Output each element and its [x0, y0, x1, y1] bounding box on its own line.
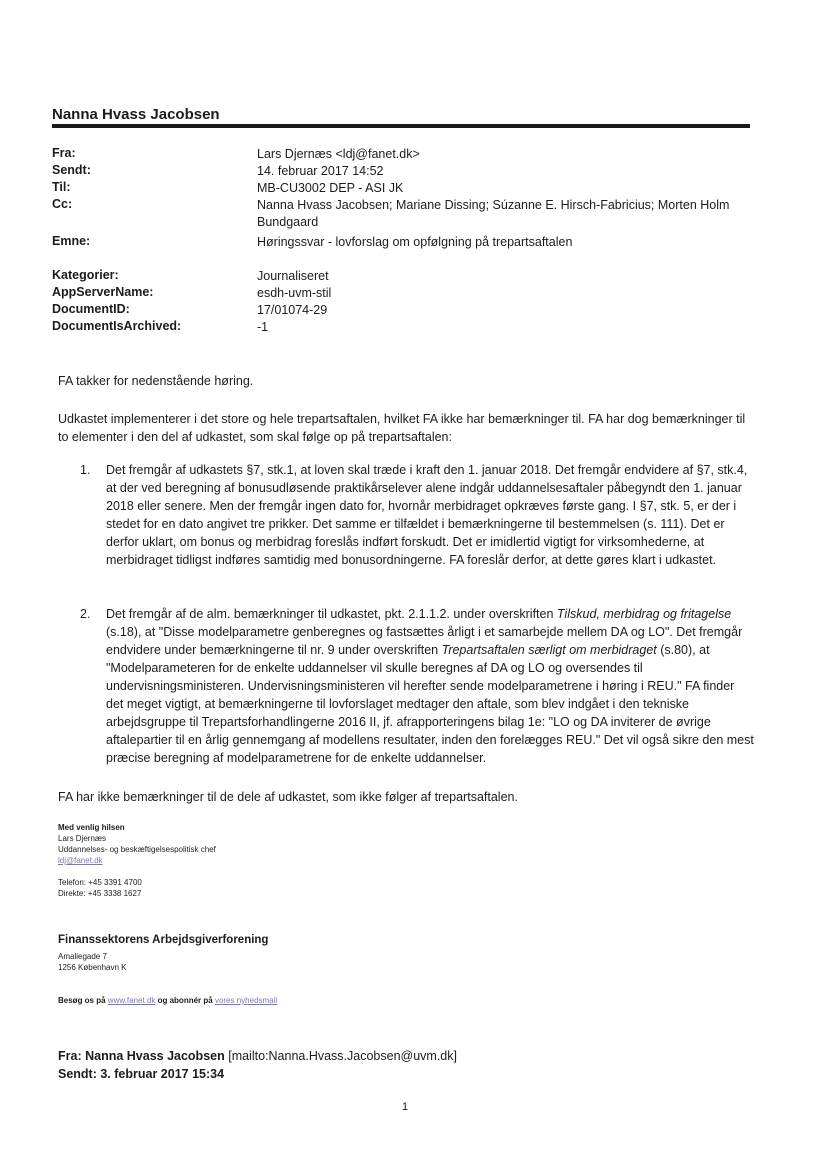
signature-title: Uddannelses- og beskæftigelsespolitisk chef — [58, 845, 216, 854]
list-item-text: Det fremgår af udkastets §7, stk.1, at loven skal træde i kraft den 1. januar 2018. Det fremgår endvidere af §7, stk.4, at der ved beregning af bonusudløsende praktikårselever alene indgår uddannelsesaftaler påbegyndt den 1. januar 2018 eller senere. Men der fremgår ingen dato for, hvornår merbidraget opkræves første gang. I §7, stk. 5, er der i stedet for en dato angivet tre prikker. Det samme er tilfældet i bemærkningerne til bestemmelsen (s. 111). Det er derfor uklart, om bonus og merbidrag foreslås indført forskudt. Det er imidlertid vigtigt for virksomhederne, at merbidraget tidligst indføres samtidig med bonusordningerne. FA foreslår derfor, at dette gøres klart i udkastet. — [106, 463, 748, 567]
organization-city: 1256 København K — [58, 963, 127, 972]
meta-value: esdh-uvm-stil — [257, 286, 332, 300]
list-item-number: 1. — [80, 463, 91, 477]
header-value: Høringssvar - lovforslag om opfølgning på trepartsaftalen — [257, 235, 573, 249]
signature-email-link[interactable]: ldj@fanet.dk — [58, 856, 103, 865]
body-intro: FA takker for nedenstående høring. — [58, 374, 254, 388]
meta-value: -1 — [257, 320, 269, 334]
header-label: Sendt: — [52, 163, 91, 177]
header-value: Nanna Hvass Jacobsen; Mariane Dissing; Súzanne E. Hirsch-Fabricius; Morten Holm Bundgaard — [257, 198, 730, 229]
body-paragraph: Udkastet implementerer i det store og hele trepartsaftalen, hvilket FA ikke har bemærkninger til. FA har dog bemærkninger til to elementer i den del af udkastet, som skal følge op på trepartsaftalen: — [58, 412, 746, 444]
header-label: Emne: — [52, 234, 91, 248]
italic-heading: Trepartsaftalen særligt om merbidraget — [441, 643, 657, 657]
header-value: Lars Djernæs <ldj@fanet.dk> — [257, 147, 420, 161]
meta-label: DocumentID: — [52, 302, 130, 316]
header-value: 14. februar 2017 14:52 — [257, 164, 384, 178]
signature-block — [58, 822, 216, 899]
website-link[interactable]: www.fanet.dk — [107, 996, 156, 1005]
newsletter-link[interactable]: vores nyhedsmail — [214, 996, 278, 1005]
meta-label: Kategorier: — [52, 268, 119, 282]
meta-value: 17/01074-29 — [257, 303, 328, 317]
forwarded-mailto-link[interactable]: [mailto:Nanna.Hvass.Jacobsen@uvm.dk] — [228, 1049, 457, 1063]
header-divider — [52, 124, 750, 128]
organization-street: Amaliegade 7 — [58, 952, 107, 961]
signature-direct: Direkte: +45 3338 1627 — [58, 889, 142, 898]
signature-name: Lars Djernæs — [58, 834, 107, 843]
meta-value: Journaliseret — [257, 269, 329, 283]
header-label: Til: — [52, 180, 71, 194]
meta-label: AppServerName: — [52, 285, 154, 299]
body-closing: FA har ikke bemærkninger til de dele af udkastet, som ikke følger af trepartsaftalen. — [58, 790, 518, 804]
signature-greeting: Med venlig hilsen — [58, 823, 125, 832]
header-label: Cc: — [52, 197, 73, 211]
list-item-text: Det fremgår af de alm. bemærkninger til udkastet, pkt. 2.1.1.2. under overskriften Tilskud, merbidrag og fritagelse (s.18), at "Disse modelparametre genberegnes og fastsættes årligt i et samarbejde mellem DA og LO". Det fremgår endvidere under bemærkningerne til nr. 9 under overskriften Trepartsaftalen særligt om merbidraget (s.80), at "Modelparameteren for de enkelte uddannelser vil skulle beregnes af DA og LO og oversendes til undervisningsministeren. Undervisningsministeren vil herefter sende modelparametrene i høring i REU." FA finder det meget vigtigt, at bemærkningerne til lovforslaget medtager den aftale, som blev indgået i den tekniske arbejdsgruppe til Trepartsforhandlingerne 2016 II, jf. afrapporteringens bilag 1e: "LO og DA inviterer de øvrige aftalepartier til en årlig gennemgang af modellens resultater, inden den forelægges REU." Det vil også sikre den mest præcise beregning af modelparametrene for de enkelte uddannelser. — [106, 607, 754, 765]
organization-name: Finanssektorens Arbejdsgiverforening — [58, 934, 269, 946]
organization-address — [58, 951, 127, 973]
signature-phone: Telefon: +45 3391 4700 — [58, 878, 142, 887]
meta-label: DocumentIsArchived: — [52, 319, 182, 333]
mailbox-owner-name: Nanna Hvass Jacobsen — [52, 106, 220, 123]
header-value: MB-CU3002 DEP - ASI JK — [257, 181, 404, 195]
header-label: Fra: — [52, 146, 76, 160]
list-item-number: 2. — [80, 607, 91, 621]
visit-line: Besøg os på www.fanet.dk og abonnér på vores nyhedsmail — [58, 996, 278, 1005]
forwarded-sent: Sendt: 3. februar 2017 15:34 — [58, 1067, 225, 1081]
italic-heading: Tilskud, merbidrag og fritagelse — [556, 607, 732, 621]
page-number: 1 — [402, 1101, 409, 1113]
forwarded-from: Fra: Nanna Hvass Jacobsen [mailto:Nanna.Hvass.Jacobsen@uvm.dk] — [58, 1049, 457, 1063]
